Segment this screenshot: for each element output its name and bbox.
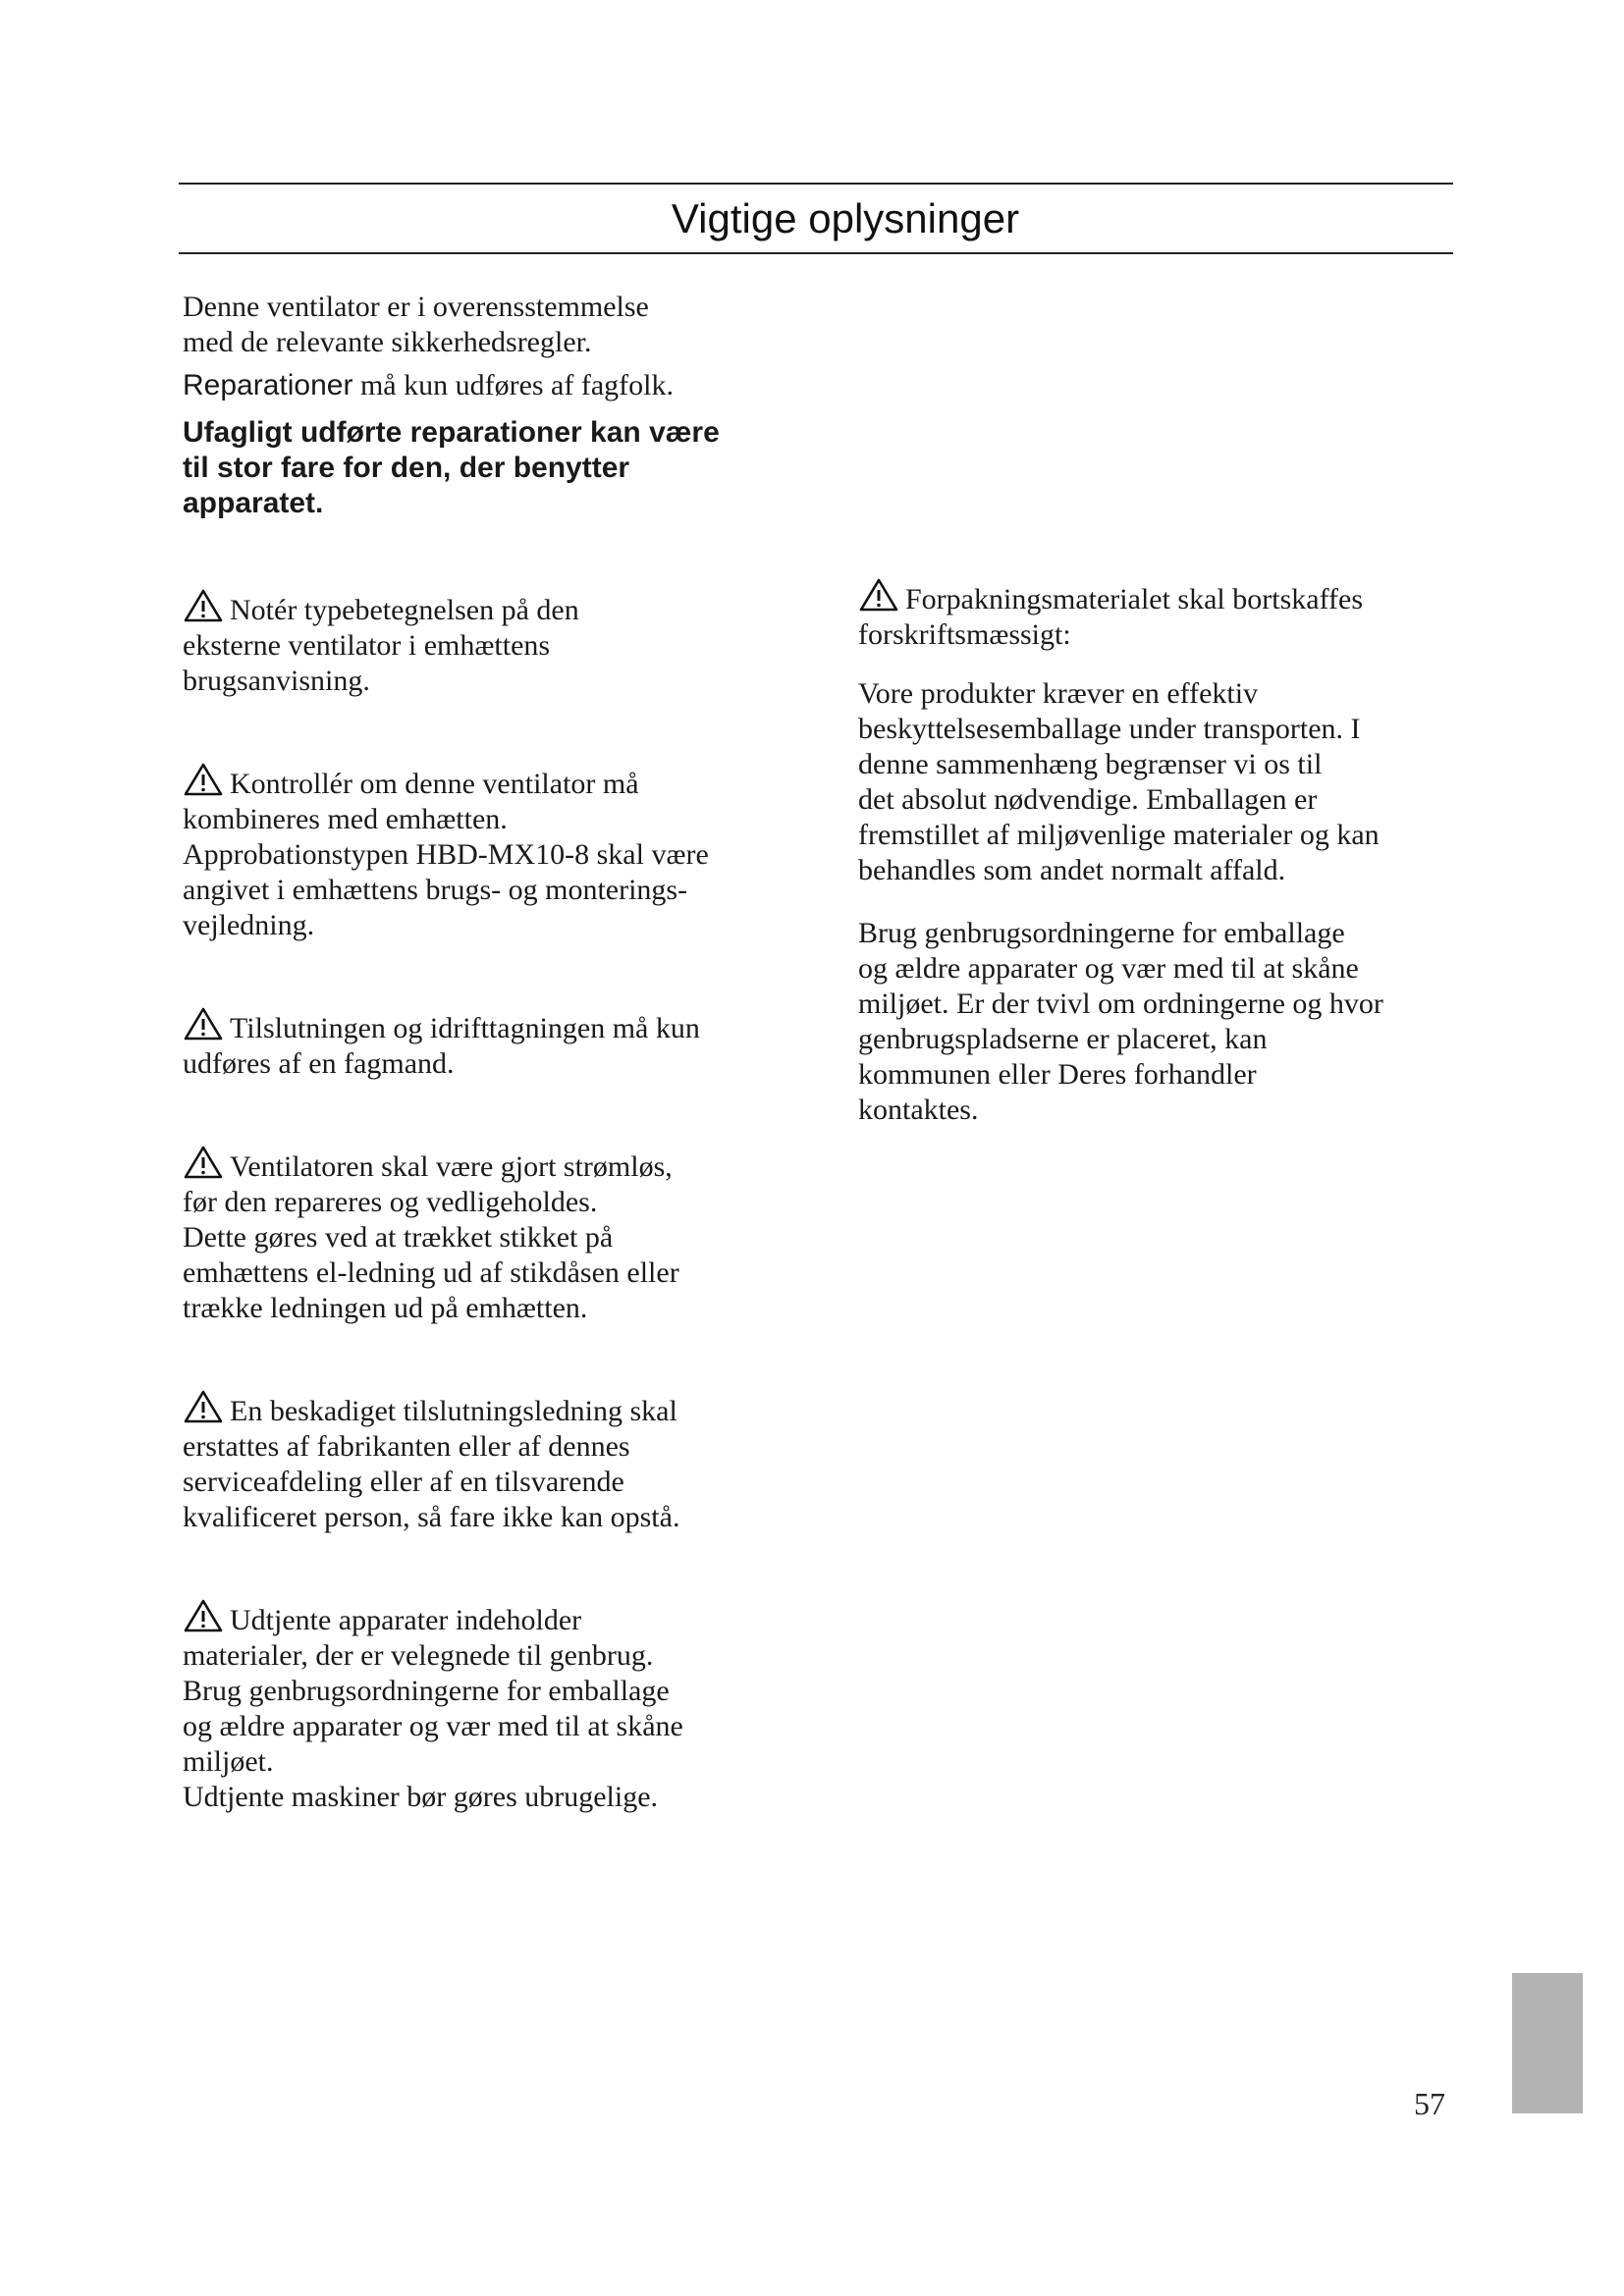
warning-triangle-icon (183, 1145, 224, 1180)
left-column (183, 290, 772, 1842)
bold-warning: Ufagligt udførte reparationer kan være til stor fare for den, der benytter apparatet. (183, 416, 720, 519)
intro-text: Denne ventilator er i overensstemmelse med de relevante sikkerhedsregler. (183, 291, 649, 358)
header-rule-top (179, 183, 1453, 185)
packaging-paragraph: Vore produkter kræver en effektiv beskyttelsesemballage under transporten. I denne sammenhæng begrænser vi os til det absolut nødvendige. Emballagen er fremstillet af miljøvenlige materialer og kan behandles som andet normalt affald. (858, 677, 1380, 886)
warning-triangle-icon (183, 588, 224, 623)
section-tab-marker (1512, 1973, 1583, 2113)
warning-item (183, 1563, 772, 1815)
warning-text: Forpakningsmaterialet skal bortskaffes forskriftsmæssigt: (858, 583, 1363, 651)
warning-item (183, 971, 772, 1082)
recycling-paragraph: Brug genbrugsordningerne for emballage og ældre apparater og vær med til at skåne miljøet. Er der tvivl om ordningerne og hvor genbrugspladserne er placeret, kan kommunen eller Deres forhandler kontaktes. (858, 917, 1383, 1126)
page-number: 57 (1414, 2086, 1445, 2121)
warning-item (183, 553, 772, 699)
header-rule-bottom (179, 252, 1453, 254)
repair-rest: må kun udføres af fagfolk. (352, 369, 674, 401)
repair-lead: Reparationer (183, 369, 353, 401)
warning-item (183, 726, 772, 943)
warning-item (183, 1354, 772, 1535)
warning-text: Ventilatoren skal være gjort strømløs, før den repareres og vedligeholdes. Dette gøres ved at trækket stikket på emhættens el-ledning ud af stikdåsen eller trække ledningen ud på emhætten. (183, 1150, 679, 1324)
warning-text: Udtjente apparater indeholder materialer, der er velegnede til genbrug. Brug genbrugsordningerne for emballage og ældre apparater og vær med til at skåne miljøet. Udtjente maskiner bør gøres ubrugelige. (183, 1604, 683, 1813)
packaging-warning (858, 542, 1447, 653)
right-column (858, 542, 1447, 1155)
warning-text: Tilslutningen og idrifttagningen må kun udføres af en fagmand. (183, 1012, 700, 1080)
warning-triangle-icon (858, 577, 899, 613)
warning-item (183, 1109, 772, 1326)
repair-note (183, 368, 772, 403)
warning-text: Kontrollér om denne ventilator må kombineres med emhætten. Approbationstypen HBD-MX10-8 skal være angivet i emhættens brugs- og monterings- vejledning. (183, 768, 709, 941)
warning-triangle-icon (183, 762, 224, 797)
warning-triangle-icon (183, 1598, 224, 1633)
warning-triangle-icon (183, 1006, 224, 1041)
warning-text: Notér typebetegnelsen på den eksterne ventilator i emhættens brugsanvisning. (183, 594, 579, 697)
page-title: Vigtige oplysninger (671, 195, 1020, 241)
warning-triangle-icon (183, 1389, 224, 1424)
warning-text: En beskadiget tilslutningsledning skal erstattes af fabrikanten eller af dennes serviceafdeling eller af en tilsvarende kvalificeret person, så fare ikke kan opstå. (183, 1395, 680, 1533)
